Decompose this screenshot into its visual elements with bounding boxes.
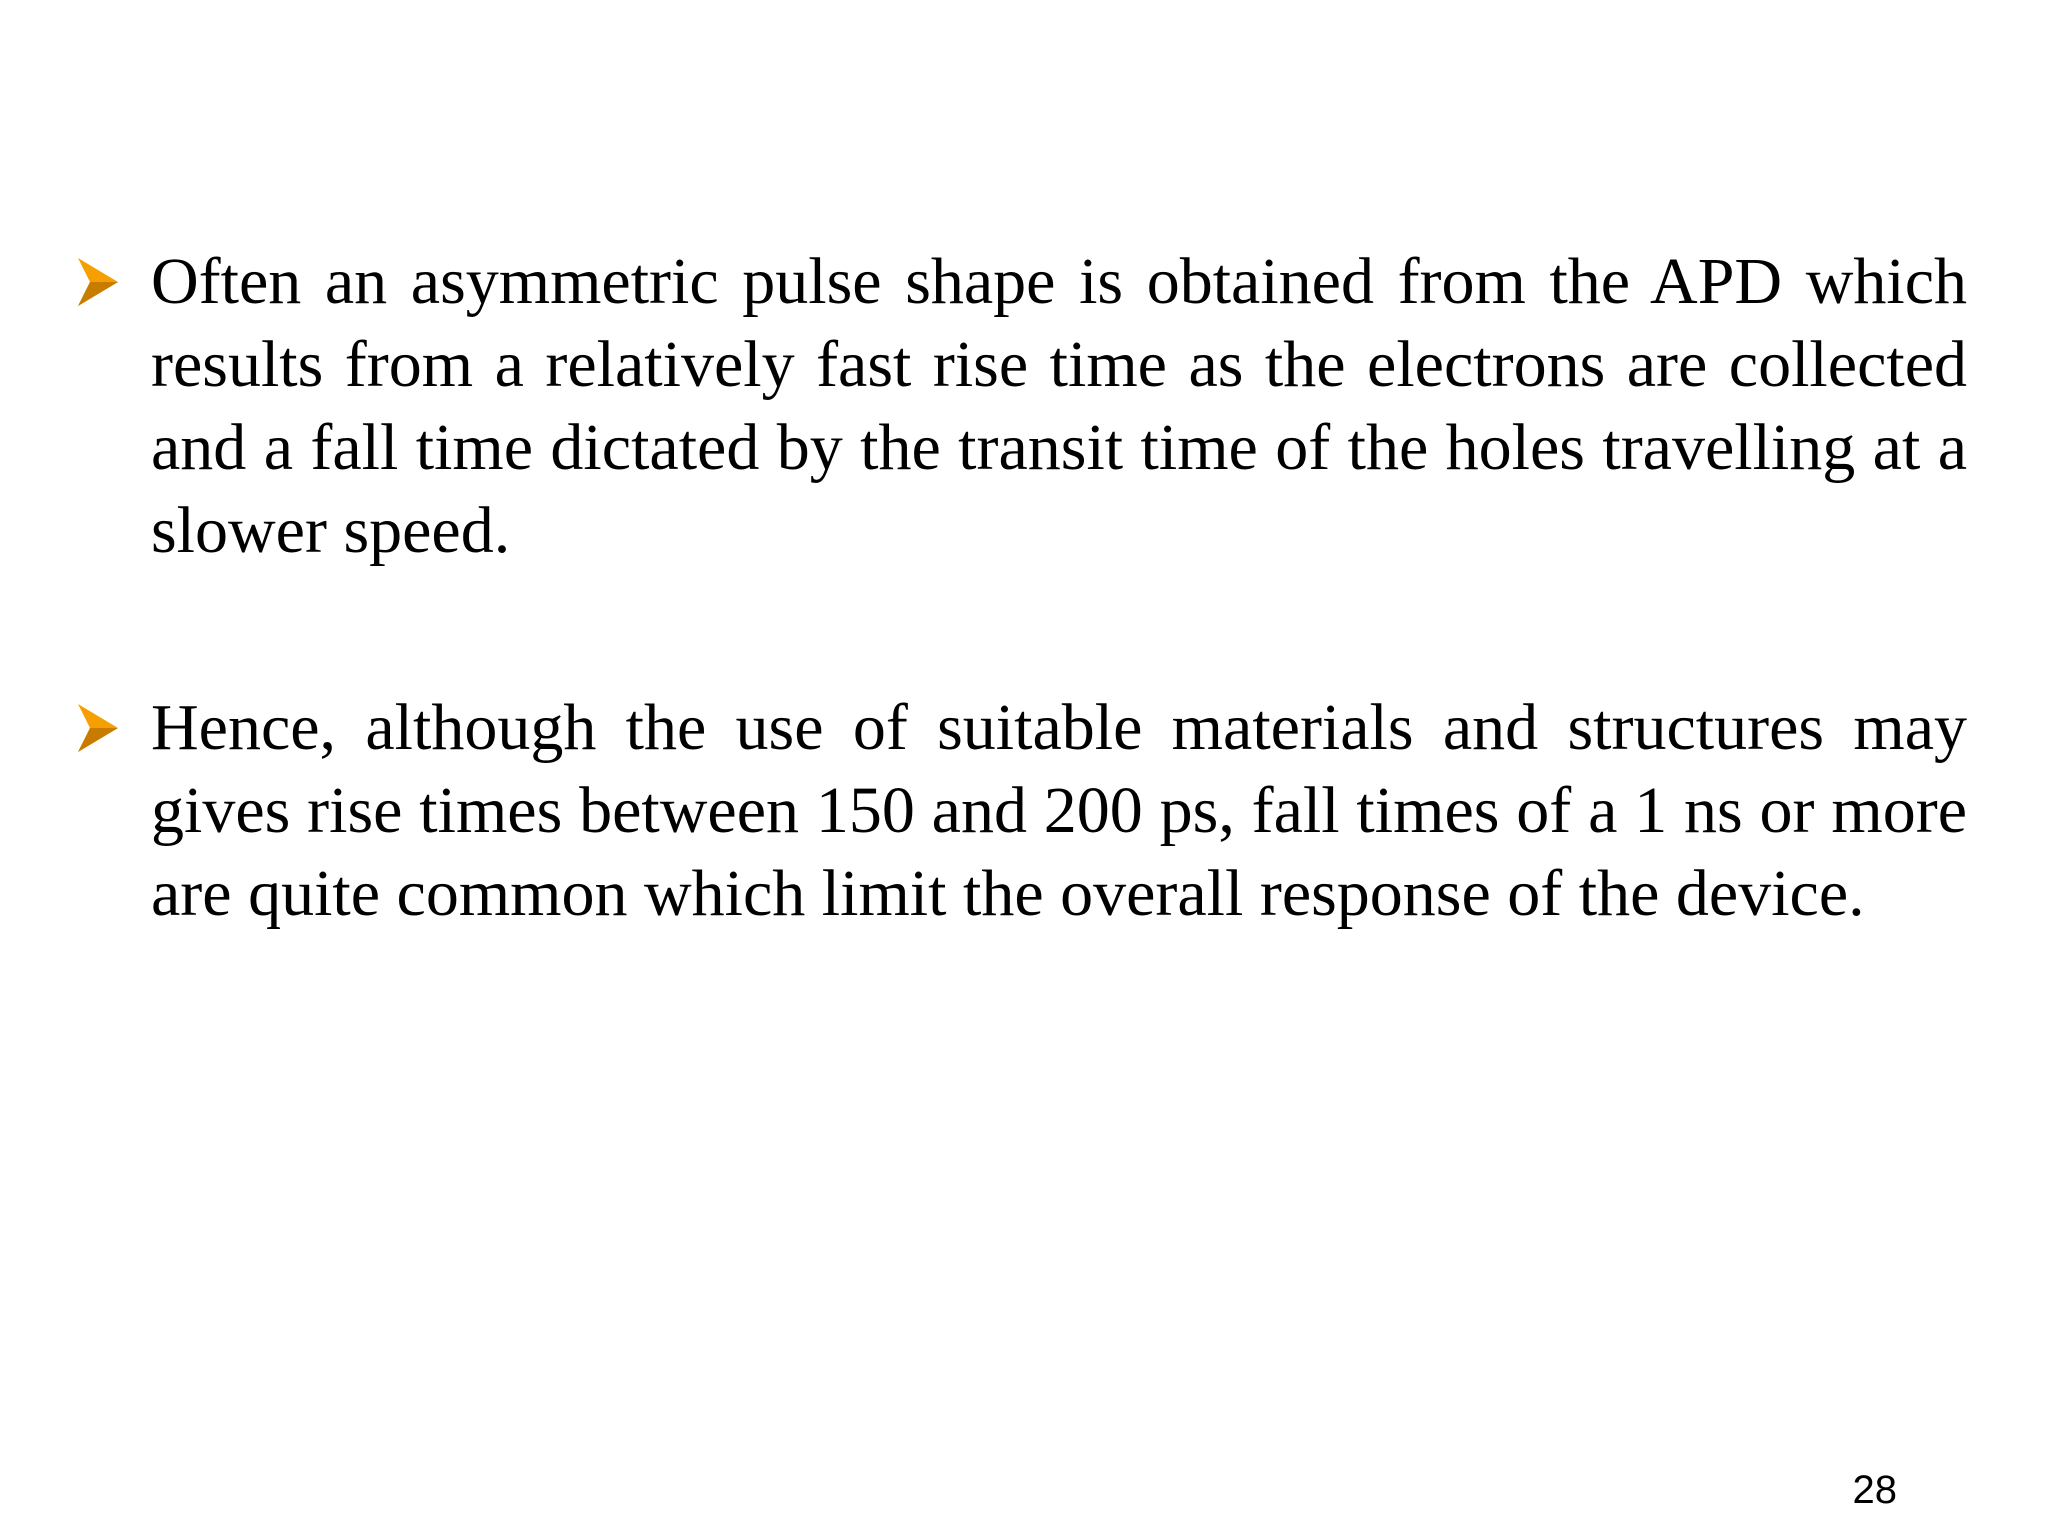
bullet-text: Hence, although the use of suitable materials and structures may gives rise times between 150 and 200 ps, fall times of a 1 ns or more are quite common which limit the overall response of the device. xyxy=(151,691,1967,930)
arrowhead-bullet-icon xyxy=(76,702,120,754)
arrowhead-bullet-icon xyxy=(76,256,120,308)
page-number: 28 xyxy=(1852,1468,1897,1512)
bullet-text: Often an asymmetric pulse shape is obtained from the APD which results from a relatively fast rise time as the electrons are collected and a fall time dictated by the transit time of the holes travelling at a slower speed. xyxy=(151,245,1967,567)
bullet-item xyxy=(76,686,1980,935)
bullet-item xyxy=(76,240,1980,572)
